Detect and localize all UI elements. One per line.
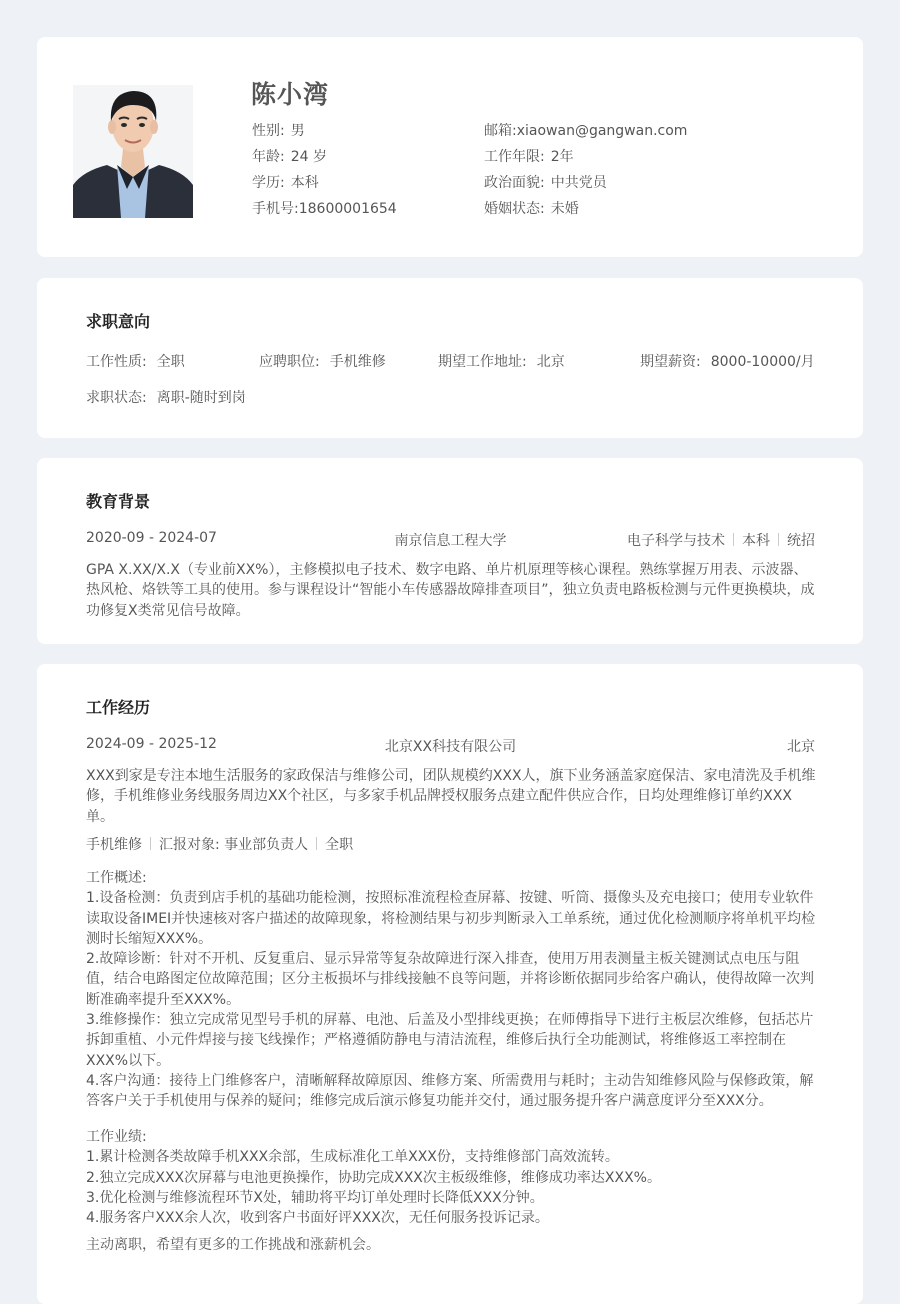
overview-item: 1.设备检测：负责到店手机的基础功能检测，按照标准流程检查屏幕、按键、听筒、摄像头及充电接口；使用专业软件读取设备IMEI并快速核对客户描述的故障现象，将检测结果与初步判断录入工单系统，通过优化检测顺序将单机平均检测时长缩短XXX%。	[86, 890, 816, 947]
work-experience-card	[37, 664, 863, 1304]
work-header-row	[86, 736, 815, 756]
education-description: GPA X.XX/X.X（专业前XX%），主修模拟电子技术、数字电路、单片机原理等核心课程。熟练掌握万用表、示波器、热风枪、烙铁等工具的使用。参与课程设计“智能小车传感器故障排查项目”，独立负责电路板检测与元件更换模块，成功修复X类常见信号故障。	[86, 562, 815, 619]
achievement-item: 4.服务客户XXX余人次，收到客户书面好评XXX次，无任何服务投诉记录。	[86, 1210, 549, 1227]
candidate-name: 陈小湾	[251, 80, 330, 109]
intent-value: 全职	[156, 354, 185, 370]
info-label: 政治面貌:	[484, 175, 545, 191]
work-company: 北京XX科技有限公司	[384, 739, 517, 755]
work-tag: 汇报对象: 事业部负责人	[159, 837, 309, 853]
education-period: 2020-09 - 2024-07	[86, 530, 217, 546]
education-meta	[627, 530, 815, 550]
education-major: 电子科学与技术	[627, 533, 725, 549]
intent-work-type	[86, 351, 185, 371]
divider	[316, 837, 317, 850]
intent-value: 8000-10000/月	[710, 354, 815, 370]
info-value: xiaowan@gangwan.com	[516, 123, 688, 139]
section-title: 求职意向	[86, 312, 151, 331]
info-age	[252, 147, 327, 167]
education-school: 南京信息工程大学	[394, 533, 507, 549]
avatar	[73, 85, 193, 218]
achievement-item: 1.累计检测各类故障手机XXX余部，生成标准化工单XXX份，支持维修部门高效流转。	[86, 1149, 619, 1166]
info-label: 手机号:	[252, 201, 299, 217]
education-type: 统招	[787, 533, 815, 549]
intent-label: 工作性质:	[86, 354, 147, 370]
intent-label: 期望工作地址:	[438, 354, 527, 370]
intent-value: 离职-随时到岗	[156, 390, 246, 406]
achievement-item: 2.独立完成XXX次屏幕与电池更换操作，协助完成XXX次主板级维修，维修成功率达XXX%。	[86, 1169, 661, 1186]
work-period: 2024-09 - 2025-12	[86, 736, 217, 752]
info-value: 24 岁	[290, 149, 327, 165]
info-label: 年龄:	[252, 149, 285, 165]
intent-label: 应聘职位:	[259, 354, 320, 370]
info-label: 婚姻状态:	[484, 201, 545, 217]
overview-title: 工作概述:	[86, 870, 147, 886]
achievements-title: 工作业绩:	[86, 1129, 147, 1145]
info-email	[484, 121, 687, 141]
job-intent-card	[37, 278, 863, 438]
info-education	[252, 173, 319, 193]
info-marital	[484, 199, 579, 219]
info-value: 中共党员	[550, 175, 607, 191]
info-gender	[252, 121, 305, 141]
info-label: 性别:	[252, 123, 285, 139]
section-title: 教育背景	[86, 492, 151, 511]
info-label: 学历:	[252, 175, 285, 191]
intent-location	[438, 351, 565, 371]
work-tag: 手机维修	[86, 837, 142, 853]
intent-salary	[640, 351, 815, 371]
avatar-photo-icon	[73, 85, 193, 218]
overview-item: 3.维修操作：独立完成常见型号手机的屏幕、电池、后盖及小型排线更换；在师傅指导下进行主板层次维修，包括芯片拆卸重植、小元件焊接与接飞线操作；严格遵循防静电与清洁流程，维修后执行全功能测试，将维修返工率控制在XXX%以下。	[86, 1012, 814, 1069]
work-tags	[86, 834, 353, 854]
info-label: 工作年限:	[484, 149, 545, 165]
education-header-row	[86, 530, 815, 550]
work-overview	[86, 868, 816, 1112]
info-label: 邮箱:	[484, 123, 517, 139]
info-value: 18600001654	[298, 201, 397, 217]
intent-label: 求职状态:	[86, 390, 147, 406]
profile-card	[37, 37, 863, 257]
info-years	[484, 147, 574, 167]
info-value: 未婚	[550, 201, 579, 217]
intent-value: 手机维修	[329, 354, 386, 370]
info-phone	[252, 199, 397, 219]
achievement-item: 3.优化检测与维修流程环节X处，辅助将平均订单处理时长降低XXX分钟。	[86, 1189, 544, 1206]
education-degree: 本科	[742, 533, 770, 549]
info-value: 本科	[290, 175, 319, 191]
info-value: 男	[290, 123, 305, 139]
work-tag: 全职	[325, 837, 354, 853]
intent-position	[259, 351, 386, 371]
divider	[778, 533, 779, 546]
intent-status	[86, 387, 246, 407]
divider	[733, 533, 734, 546]
section-title: 工作经历	[86, 698, 151, 717]
overview-item: 4.客户沟通：接待上门维修客户，清晰解释故障原因、维修方案、所需费用与耗时；主动告知维修风险与保修政策，解答客户关于手机使用与保养的疑问；维修完成后演示修复功能并交付，通过服务提升客户满意度评分至XXX分。	[86, 1072, 814, 1110]
work-achievements	[86, 1127, 816, 1228]
company-intro: XXX到家是专注本地生活服务的家政保洁与维修公司，团队规模约XXX人，旗下业务涵盖家庭保洁、家电清洗及手机维修，手机维修业务线服务周边XX个社区，与多家手机品牌授权服务点建立配件供应合作，日均处理维修订单约XXX单。	[86, 768, 816, 825]
info-political	[484, 173, 607, 193]
intent-label: 期望薪资:	[640, 354, 701, 370]
info-value: 2年	[550, 149, 574, 165]
divider	[150, 837, 151, 850]
work-city: 北京	[787, 739, 815, 755]
education-card	[37, 458, 863, 644]
intent-value: 北京	[536, 354, 565, 370]
overview-item: 2.故障诊断：针对不开机、反复重启、显示异常等复杂故障进行深入排查，使用万用表测量主板关键测试点电压与阻值，结合电路图定位故障范围；区分主板损坏与排线接触不良等问题，并将诊断依据同步给客户确认，使得故障一次判断准确率提升至XXX%。	[86, 951, 814, 1008]
leave-reason: 主动离职，希望有更多的工作挑战和涨薪机会。	[86, 1237, 380, 1253]
